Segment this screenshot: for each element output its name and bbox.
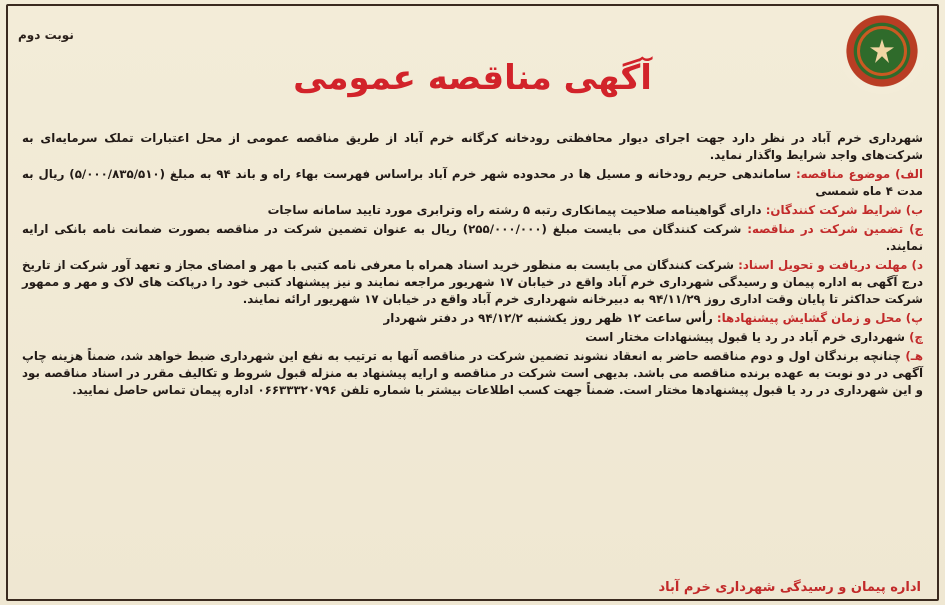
subject-label: الف) موضوع مناقصه: (795, 167, 924, 181)
footer-office: اداره پیمان و رسیدگی شهرداری خرم آباد (658, 580, 921, 595)
deadline-text: شرکت کنندگان می بایست به منظور خرید اسناد همراه با معرفی نامه کتبی با مهر و امضای مجاز و تعهد آور شرکت از تاریخ درج آگهی به اداره پیمان و رسیدگی شهرداری خرم آباد واقع در خیابان ۱۷ شهریور مراجعه نمایند و نیز پیشنهاد کتبی خود را درپاکت های لاک و مهر و ممهور شرکت حداکثر تا پایان وقت اداری روز ۹۴/۱۱/۲۹ به دبیرخانه شهرداری خرم آباد واقع در خیابان ۱۷ شهریور ارائه نمایند. (22, 258, 923, 306)
terms-text: چنانچه برندگان اول و دوم مناقصه حاضر به انعقاد نشوند تضمین شرکت در مناقصه آنها به ترتیب به نفع این شهرداری ضبط خواهد شد، ضمناً هزینه چاپ آگهی در دو نوبت به عهده برنده مناقصه می باشد. بدیهی است شرکت در مناقصه و ارایه پیشنهاد به منزله قبول شروط و تکالیف مقرر در اسناد مناقصه بود و این شهرداری در رد یا قبول پیشنهادها مختار است. ضمناً جهت کسب اطلاعات بیشتر با شماره تلفن ۰۶۶۳۳۳۲۰۷۹۶ اداره پیمان تماس حاصل نمایید. (22, 349, 923, 397)
opening-text: رأس ساعت ۱۲ ظهر روز یکشنبه ۹۴/۱۲/۲ در دفتر شهردار (383, 311, 713, 325)
subject-section (22, 166, 923, 200)
authority-text: شهرداری خرم آباد در رد یا قبول پیشنهادات مختار است (585, 330, 905, 344)
terms-section (22, 348, 923, 399)
opening-section (22, 310, 923, 327)
intro-paragraph: شهرداری خرم آباد در نظر دارد جهت اجرای دیوار محافظتی رودخانه کرگانه خرم آباد از طریق مناقصه عمومی از محل اعتبارات تملک سرمایه‌ای به شرکت‌های واجد شرایط واگذار نماید. (22, 131, 923, 162)
page-title: آگهی مناقصه عمومی (293, 58, 652, 98)
authority-label: چ) (909, 330, 923, 344)
participants-section (22, 202, 923, 219)
notice-content (22, 130, 923, 401)
edition-badge: نوبت دوم (18, 28, 74, 42)
authority-section (22, 329, 923, 346)
opening-label: پ) محل و زمان گشایش پیشنهادها: (716, 311, 923, 325)
guarantee-text: شرکت کنندگان می بایست مبلغ (۲۵۵/۰۰۰/۰۰۰) ریال به عنوان تضمین شرکت در مناقصه بصورت ضمانت نامه بانکی ارایه نمایند. (22, 222, 923, 253)
subject-text: ساماندهی حریم رودخانه و مسیل ها در محدوده شهر خرم آباد براساس فهرست بهاء راه و باند ۹۴ به مبلغ (۵/۰۰۰/۸۳۵/۵۱۰) ریال به مدت ۴ ماه شمسی (22, 167, 923, 198)
deadline-section (22, 257, 923, 308)
deadline-label: د) مهلت دریافت و تحویل اسناد: (738, 258, 923, 272)
terms-label: هـ) (905, 349, 924, 363)
guarantee-label: ج) تضمین شرکت در مناقصه: (747, 222, 923, 236)
participants-text: دارای گواهینامه صلاحیت پیمانکاری رتبه ۵ رشته راه وترابری مورد تایید سامانه ساجات (267, 203, 762, 217)
guarantee-section (22, 221, 923, 255)
participants-label: ب) شرایط شرکت کنندگان: (765, 203, 923, 217)
